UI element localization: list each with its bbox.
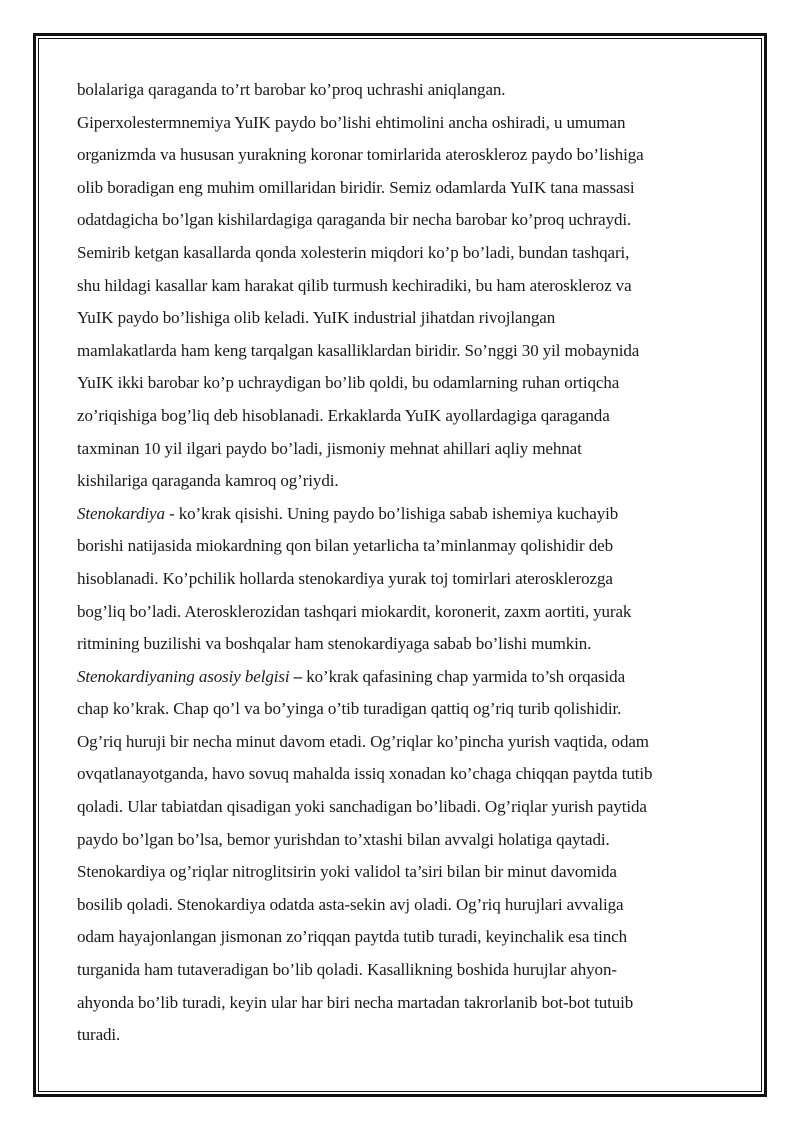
text-segment: borishi natijasida miokardning qon bilan yetarlicha ta’minlanmay qolishidir deb <box>77 536 613 556</box>
text-line <box>77 530 727 563</box>
text-line <box>77 987 727 1020</box>
text-line <box>77 107 727 140</box>
text-line <box>77 628 727 661</box>
text-segment: turganida ham tutaveradigan bo’lib qoladi. Kasallikning boshida hurujlar ahyon- <box>77 960 617 980</box>
text-segment: kishilariga qaraganda kamroq og’riydi. <box>77 471 339 491</box>
text-segment: - ko’krak qisishi. Uning paydo bo’lishiga sabab ishemiya kuchayib <box>164 503 619 523</box>
text-segment: odam hayajonlangan jismonan zo’riqqan paytda tutib turadi, keyinchalik esa tinch <box>77 927 628 947</box>
text-segment: ahyonda bo’lib turadi, keyin ular har biri necha martadan takrorlanib bot-bot tutuib <box>77 992 634 1012</box>
text-line <box>77 889 727 922</box>
text-segment: olib boradigan eng muhim omillaridan biridir. Semiz odamlarda YuIK tana massasi <box>77 177 635 197</box>
text-line <box>77 1019 727 1052</box>
text-segment: zo’riqishiga bog’liq deb hisoblanadi. Erkaklarda YuIK ayollardagiga qaraganda <box>77 405 610 425</box>
text-segment: mamlakatlarda ham keng tarqalgan kasalliklardan biridir. So’nggi 30 yil mobaynida <box>77 340 640 360</box>
text-segment: bosilib qoladi. Stenokardiya odatda asta-sekin avj oladi. Og’riq hurujlari avvaliga <box>77 894 624 914</box>
text-line <box>77 400 727 433</box>
text-line <box>77 563 727 596</box>
text-line <box>77 824 727 857</box>
text-segment: Giperxolestermnemiya YuIK paydo bo’lishi ehtimolini ancha oshiradi, u umuman <box>77 112 626 132</box>
text-segment: ko’krak qafasining chap yarmida to’sh orqasida <box>306 666 626 686</box>
text-line <box>77 172 727 205</box>
italic-term: Stenokardiyaning asosiy belgisi <box>77 666 290 686</box>
text-line <box>77 791 727 824</box>
text-line <box>77 302 727 335</box>
text-line <box>77 726 727 759</box>
text-segment: ritmining buzilishi va boshqalar ham stenokardiyaga sabab bo’lishi mumkin. <box>77 634 592 654</box>
text-line <box>77 433 727 466</box>
text-line <box>77 335 727 368</box>
text-line <box>77 237 727 270</box>
text-segment: odatdagicha bo’lgan kishilardagiga qaraganda bir necha barobar ko’proq uchraydi. <box>77 210 632 230</box>
text-segment: turadi. <box>77 1025 121 1045</box>
text-segment: organizmda va hususan yurakning koronar tomirlarida ateroskleroz paydo bo’lishiga <box>77 145 644 165</box>
text-line <box>77 367 727 400</box>
text-line <box>77 661 727 694</box>
text-line <box>77 74 727 107</box>
text-segment: chap ko’krak. Chap qo’l va bo’yinga o’tib turadigan qattiq og’riq turib qolishidir. <box>77 699 622 719</box>
text-segment: YuIK paydo bo’lishiga olib keladi. YuIK industrial jihatdan rivojlangan <box>77 308 556 328</box>
text-segment: Stenokardiya og’riqlar nitroglitsirin yoki validol ta’siri bilan bir minut davomida <box>77 862 617 882</box>
text-segment: YuIK ikki barobar ko’p uchraydigan bo’lib qoldi, bu odamlarning ruhan ortiqcha <box>77 373 620 393</box>
document-body <box>77 74 727 1052</box>
text-line <box>77 758 727 791</box>
text-line <box>77 954 727 987</box>
text-line <box>77 270 727 303</box>
text-segment: Semirib ketgan kasallarda qonda xolesterin miqdori ko’p bo’ladi, bundan tashqari, <box>77 242 630 262</box>
text-line <box>77 921 727 954</box>
text-segment: shu hildagi kasallar kam harakat qilib turmush kechiradiki, bu ham ateroskleroz va <box>77 275 632 295</box>
text-segment: taxminan 10 yil ilgari paydo bo’ladi, jismoniy mehnat ahillari aqliy mehnat <box>77 438 582 458</box>
text-line <box>77 498 727 531</box>
text-line <box>77 596 727 629</box>
text-segment: – <box>289 666 307 686</box>
text-line <box>77 693 727 726</box>
italic-term: Stenokardiya <box>77 503 165 523</box>
text-segment: bog’liq bo’ladi. Aterosklerozidan tashqari miokardit, koronerit, zaxm aortiti, yurak <box>77 601 632 621</box>
text-segment: Og’riq huruji bir necha minut davom etadi. Og’riqlar ko’pincha yurish vaqtida, odam <box>77 731 649 751</box>
text-segment: hisoblanadi. Ko’pchilik hollarda stenokardiya yurak toj tomirlari aterosklerozga <box>77 568 613 588</box>
text-line <box>77 465 727 498</box>
text-segment: bolalariga qaraganda to’rt barobar ko’proq uchrashi aniqlangan. <box>77 80 506 99</box>
text-segment: qoladi. Ular tabiatdan qisadigan yoki sanchadigan bo’libadi. Og’riqlar yurish paytida <box>77 797 647 817</box>
text-line <box>77 139 727 172</box>
text-segment: paydo bo’lgan bo’lsa, bemor yurishdan to’xtashi bilan avvalgi holatiga qaytadi. <box>77 829 610 849</box>
text-segment: ovqatlanayotganda, havo sovuq mahalda issiq xonadan ko’chaga chiqqan paytda tutib <box>77 764 653 784</box>
text-line <box>77 204 727 237</box>
text-line <box>77 856 727 889</box>
